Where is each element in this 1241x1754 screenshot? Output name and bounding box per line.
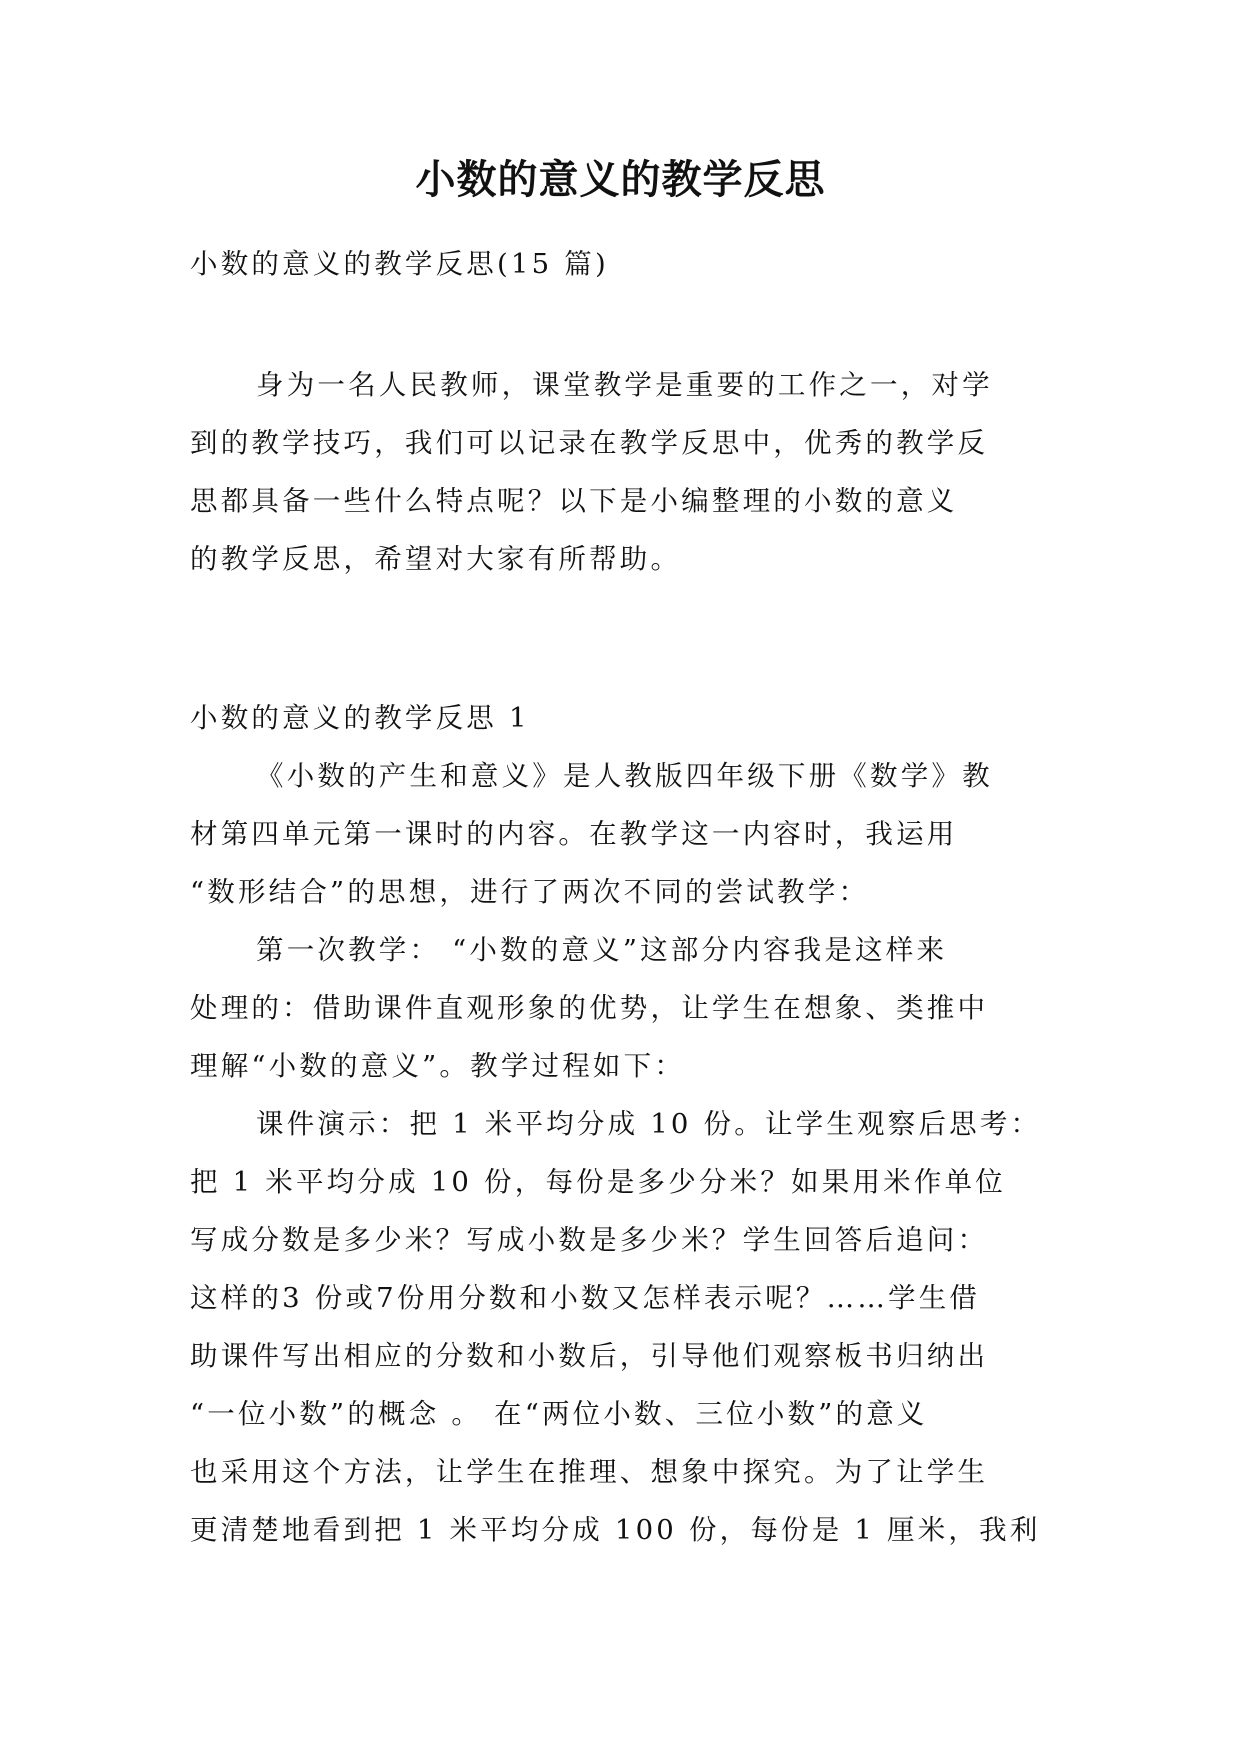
paragraph-line: 也采用这个方法，让学生在推理、想象中探究。为了让学生	[190, 1456, 989, 1488]
subtitle-line: 小数的意义的教学反思(15 篇)	[190, 248, 609, 280]
paragraph-line: “数形结合”的思想，进行了两次不同的尝试教学：	[190, 876, 870, 908]
paragraph-line: 第一次教学： “小数的意义”这部分内容我是这样来	[256, 934, 948, 966]
paragraph-line: 处理的：借助课件直观形象的优势，让学生在想象、类推中	[190, 992, 989, 1024]
paragraph-line: 思都具备一些什么特点呢？以下是小编整理的小数的意义	[190, 485, 958, 517]
section-heading	[190, 689, 1052, 747]
intro-paragraph	[190, 356, 1052, 588]
document-title: 小数的意义的教学反思	[415, 157, 826, 203]
paragraph-line: 到的教学技巧，我们可以记录在教学反思中，优秀的教学反	[190, 427, 989, 459]
section-body	[190, 747, 1052, 1559]
paragraph-line: 材第四单元第一课时的内容。在教学这一内容时，我运用	[190, 818, 958, 850]
paragraph-line: 理解“小数的意义”。教学过程如下：	[190, 1050, 686, 1082]
paragraph-line: 写成分数是多少米？写成小数是多少米？学生回答后追问：	[190, 1224, 989, 1256]
document-subtitle	[190, 235, 1052, 293]
paragraph-line: 助课件写出相应的分数和小数后，引导他们观察板书归纳出	[190, 1340, 989, 1372]
section-heading-line: 小数的意义的教学反思 1	[190, 702, 530, 734]
paragraph-line: 课件演示：把 1 米平均分成 10 份。让学生观察后思考：	[256, 1108, 1042, 1140]
paragraph-line: 《小数的产生和意义》是人教版四年级下册《数学》教	[256, 760, 993, 792]
paragraph-line: 这样的3 份或7份用分数和小数又怎样表示呢？……学生借	[190, 1282, 981, 1314]
paragraph-line: 的教学反思，希望对大家有所帮助。	[190, 543, 682, 575]
paragraph-line: 更清楚地看到把 1 米平均分成 100 份，每份是 1 厘米，我利	[190, 1514, 1041, 1546]
paragraph-line: 把 1 米平均分成 10 份，每份是多少分米？如果用米作单位	[190, 1166, 1006, 1198]
paragraph-line: 身为一名人民教师，课堂教学是重要的工作之一，对学	[256, 369, 993, 401]
paragraph-line: “一位小数”的概念 。 在“两位小数、三位小数”的意义	[190, 1398, 928, 1430]
